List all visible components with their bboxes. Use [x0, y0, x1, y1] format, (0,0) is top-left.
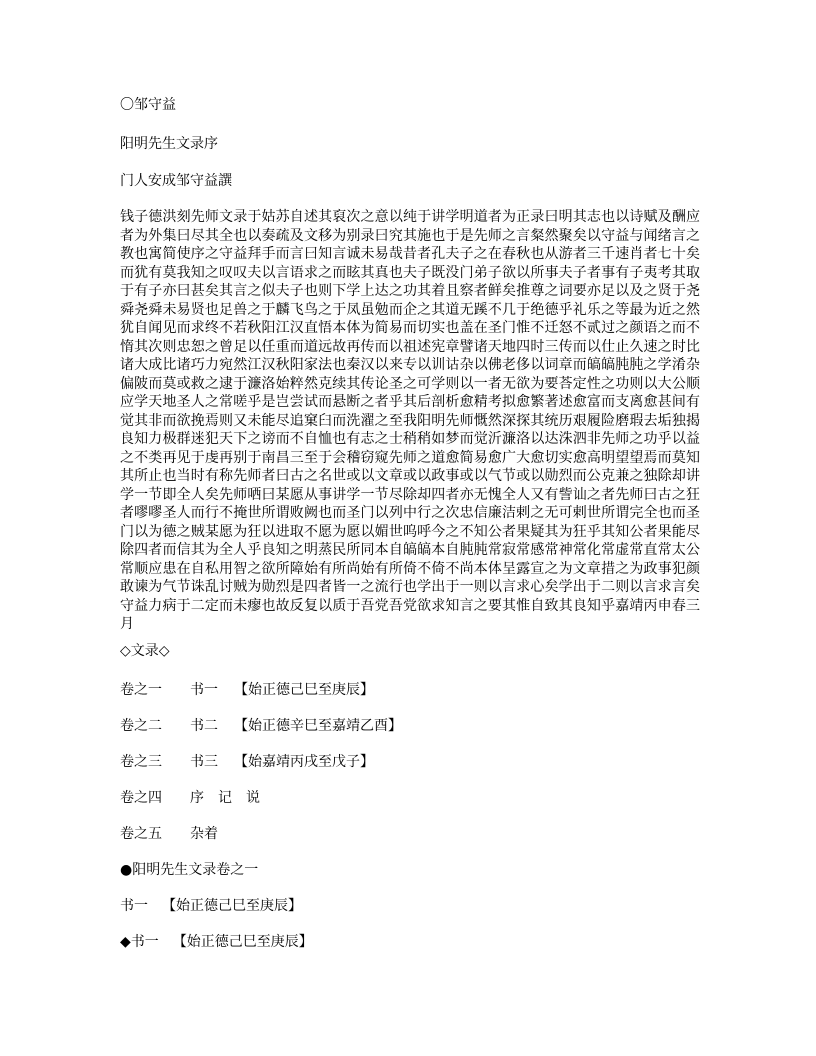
toc-volume: 卷之五: [120, 826, 162, 842]
toc-volume: 卷之四: [120, 790, 162, 806]
toc-range: 【始正德辛巳至嘉靖乙酉】: [234, 718, 402, 734]
document-page: [120, 0, 700, 1056]
volume1-heading: ●阳明先生文录卷之一: [120, 862, 259, 878]
toc-volume: 卷之二: [120, 718, 162, 734]
toc-category: 书二: [190, 718, 218, 734]
section-range: 【始正德己巳至庚辰】: [162, 898, 302, 914]
diamond-bullet-icon: ◆: [120, 934, 131, 950]
toc-range: 【始正德己巳至庚辰】: [234, 682, 374, 698]
toc-row: [120, 717, 402, 735]
toc-range: 【始嘉靖丙戌至戊子】: [234, 754, 374, 770]
toc-category: 杂着: [190, 826, 218, 842]
wenlu-heading: ◇文录◇: [120, 643, 170, 659]
author-heading: 〇邹守益: [120, 97, 176, 113]
toc-category: 序 记 说: [190, 790, 260, 806]
toc-volume: 卷之三: [120, 754, 162, 770]
volume1-subsection: [120, 933, 313, 951]
subsection-range: 【始正德己巳至庚辰】: [172, 934, 313, 950]
subsection-category: 书一: [130, 934, 159, 950]
toc-row: [120, 753, 374, 771]
section-category: 书一: [120, 898, 148, 914]
toc-category: 书三: [190, 754, 218, 770]
toc-volume: 卷之一: [120, 682, 162, 698]
toc-category: 书一: [190, 682, 218, 698]
toc-row: [120, 681, 374, 699]
preface-title: 阳明先生文录序: [120, 136, 218, 152]
toc-row: [120, 825, 234, 843]
preface-byline: 门人安成邹守益譔: [120, 173, 232, 189]
preface-body: 钱子德洪刻先师文录于姑苏自述其裒次之意以纯于讲学明道者为正录曰明其志也以诗赋及酬应者为外集曰尽其全也以奏疏及文移为别录曰究其施也于是先师之言粲然聚矣以守益与闻绪言之教也寓简使序之守益拜手而言曰知言诚未易哉昔者孔夫子之在春秋也从游者三千速肖者七十矣而犹有莫我知之叹叹夫以言语求之而眩其真也夫子既没门弟子欲以所事夫子者事有子夷考其取于有子亦曰甚矣其言之似夫子也则下学上达之功其着且察者鲜矣推尊之词要亦足以及之贤于尧舜尧舜未易贤也足兽之于麟飞鸟之于凤虽勉而企之其道无蹊不几于绝德乎礼乐之等最为近之然犹自闻见而求终不若秋阳江汉直悟本体为简易而切实也盖在圣门惟不迁怒不贰过之颜语之而不惰其次则忠恕之曾足以任重而道远故再传而以祖述宪章譬诸天地四时三传而以仕止久速之时比诸大成比诸巧力宛然江汉秋阳家法也秦汉以来专以训诂杂以佛老侈以词章而皜皜肫肫之学淆杂偏陂而莫或救之逮于濂洛始粹然克续其传论圣之可学则以一者无欲为要荅定性之功则以大公顺应学天地圣人之常嗟乎是岂尝试而悬断之者乎其后剖析愈精考拟愈繁著述愈富而支离愈甚间有觉其非而欲挽焉则又未能尽追窠臼而洗濯之至我阳明先师慨然深探其统历艰履险磨瑕去垢独揭良知力极群迷犯天下之谤而不自恤也有志之士稍稍如梦而觉沂濂洛以达洙泗非先师之功乎以益之不类再见于虔再别于南昌三至于会稽窃窥先师之道愈简易愈广大愈切实愈高明望望焉而莫知其所止也当时有称先师者曰古之名世或以文章或以政事或以气节或以勋烈而公克兼之独除却讲学一节即全人矣先师哂曰某愿从事讲学一节尽除却四者亦无愧全人又有訾讪之者先师曰古之狂者嘐嘐圣人而行不掩世所谓败阙也而圣门以列中行之次忠信廉洁剌之无可剌世所谓完全也而圣门以为德之贼某愿为狂以进取不愿为愿以媚世呜呼今之不知公者果疑其为狂乎其知公者果能尽除四者而信其为全人乎良知之明蒸民所同本自皜皜本自肫肫常寂常感常神常化常虚常直常太公常顺应患在自私用智之欲所障始有所尚始有所倚不倚不尚本体呈露宣之为文章措之为政事犯颜敢谏为气节诛乱讨贼为勋烈是四者皆一之流行也学出于一则以言求心矣学出于二则以言求言矣守益力病于二定而未瘳也故反复以质于吾党吾党欲求知言之要其惟自致其良知乎嘉靖丙申春三月: [120, 209, 700, 632]
toc-row: [120, 789, 260, 807]
volume1-section: [120, 897, 302, 915]
